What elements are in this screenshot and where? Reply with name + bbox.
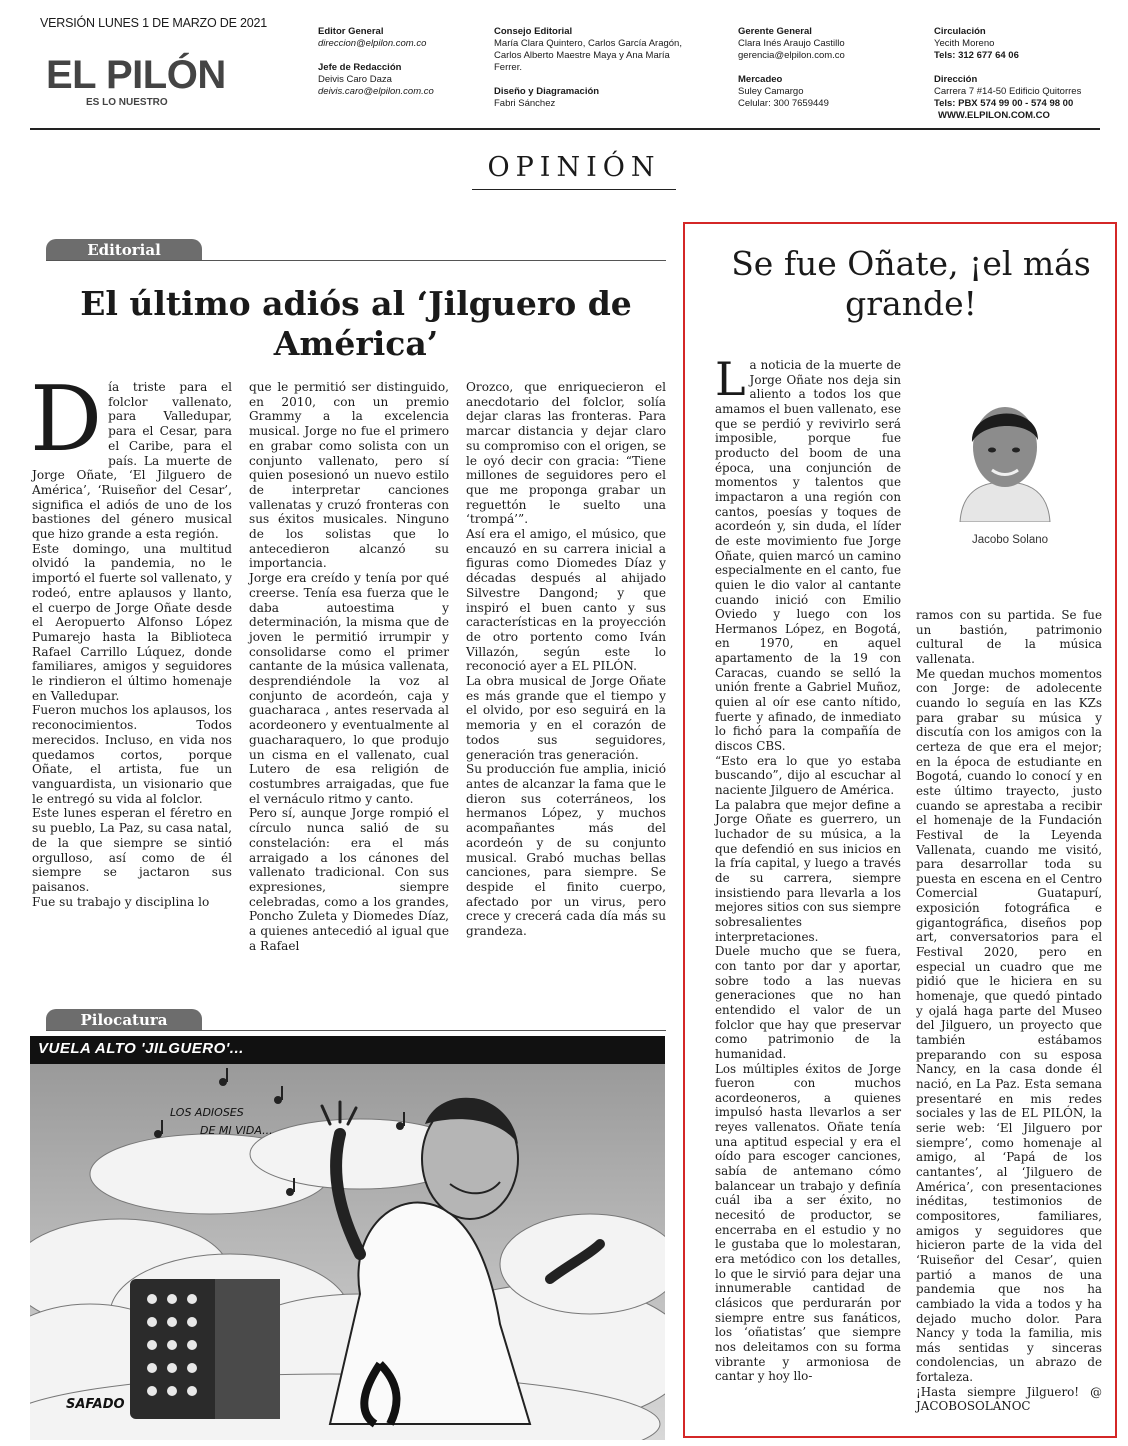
- editorial-paragraph: Pero sí, aunque Jorge rompió el círculo nunca salió de su constelación: era el más arraigado a los cánones del vallenato tradicional. Con sus expresiones, siempre celebradas, como a los grandes, Poncho Zuleta y Diomedes Díaz, a quienes antecedió al igual que a Rafael: [249, 806, 449, 953]
- cartoon-signature: SAFADO: [66, 1397, 125, 1412]
- editorial-paragraph: ía triste para el folclor vallenato, para Valledupar, para el Cesar, para el Caribe, para el país. La muerte de Jorge Oñate, ‘El Jilguero de América’, ‘Ruiseñor del Cesar’, significa el adiós de uno de los bastiones del género musical que hizo grande a esta región.: [32, 380, 232, 542]
- opinion-paragraph: a noticia de la muerte de Jorge Oñate nos deja sin aliento a todos los que amamos el buen vallenato, ese que se perdió y revivirlo será imposible, porque fue producto del boom de una época, una conjunción de momentos y talentos que impactaron a una región con cantos, poesías y toques de acordeón y, sin duda, el líder de este movimiento fue Jorge Oñate, quien marcó un camino especialmente en el canto, fue quien le dio valor al cantante cuando inició con Emilio Oviedo y luego con los Hermanos López, en Bogotá, en 1970, en aquel apartamento de la 19 con Caracas, cuando se selló la unión frente a Gabriel Muñoz, quien al oír ese canto nítido, fuerte y afinado, de inmediato lo fichó para la compañía de discos CBS.: [715, 358, 901, 754]
- author-name: Jacobo Solano: [971, 534, 1049, 546]
- editorial-paragraph: Jorge era creído y tenía por qué creerse. Tenía esa fuerza que le daba autoestima y determinación, la misma que de joven le permitió irrumpir y consolidarse como el primer cantante de la música vallenata, desprendiéndole la voz al conjunto de acordeón, caja y guacharaca , antes reservada al acordeonero y eventualmente al guacharaquero, lo que produjo un cisma en el vallenato, cual Lutero de esa religión de costumbres arraigadas, que fue el vernáculo ritmo y canto.: [249, 571, 449, 806]
- cartoon-illustration: [30, 1064, 665, 1440]
- editorial-headline: El último adiós al ‘Jilguero de América’: [80, 284, 632, 363]
- opinion-paragraph: “Esto era lo que yo estaba buscando”, dijo al escuchar al naciente Jilguero de América.: [715, 753, 901, 798]
- editorial-paragraph: Fueron muchos los aplausos, los reconocimientos. Todos merecidos. Incluso, en vida nos quedamos cortos, porque Oñate, el artista, fue un vanguardista, un visionario que le entregó su vida al folclor.: [32, 703, 232, 806]
- editorial-rule: [46, 260, 666, 261]
- opinion-column-2: [916, 608, 1102, 1414]
- editorial-paragraph: Este lunes esperan el féretro en su pueblo, La Paz, su casa natal, de la que siempre se sintió orgulloso, así como de él siempre se jactaron sus paisanos.: [32, 806, 232, 894]
- opinion-paragraph: La palabra que mejor define a Jorge Oñate es guerrero, un luchador de su música, a la que defendió en sus inicios en la fría capital, y luego a través de su carrera, siempre insistiendo para llevarla a los mejores sitios con sus siempre sobresalientes interpretaciones.: [715, 797, 901, 944]
- opinion-paragraph: Duele mucho que se fuera, con tanto por dar y aportar, sobre todo a las nuevas generaciones que no han entendido el valor de un folclor que hay que preservar como patrimonio de la humanidad.: [715, 944, 901, 1061]
- masthead-circulacion: Circulación Yecith Moreno Tels: 312 677 64 06: [934, 26, 1019, 61]
- pilocatura-tab: Pilocatura: [46, 1009, 202, 1031]
- editorial-paragraph: que le permitió ser distinguido, en 2010, con un premio Grammy a la excelencia musical. Jorge no fue el primero en grabar como solista con un conjunto vallenato, pero sí quien posesionó un nuevo estilo de interpretar canciones vallenatas y cruzó fronteras con sus éxitos musicales. Ninguno de los solistas que lo antecedieron alcanzó su importancia.: [249, 380, 449, 571]
- editorial-dropcap: D: [30, 367, 103, 472]
- opinion-paragraph: ¡Hasta siempre Jilguero! @ JACOBOSOLANOC: [916, 1384, 1102, 1414]
- opinion-headline: Se fue Oñate, ¡el más grande!: [731, 244, 1091, 323]
- opinion-dropcap: L: [715, 352, 746, 406]
- editorial-paragraph: Este domingo, una multitud olvidó la pandemia, no le importó el fuerte sol vallenato, y rodeó, entre aplausos y llanto, el cuerpo de Jorge Oñate desde el Aeropuerto Alfonso López Pumarejo hasta la Biblioteca Rafael Carrillo Lúquez, donde familiares, amigos y seguidores le rindieron el último homenaje en Valledupar.: [32, 541, 232, 703]
- masthead-consejo-editorial: Consejo Editorial María Clara Quintero, Carlos García Aragón, Carlos Alberto Maestre Maya y Ana María Ferrer.: [494, 26, 682, 73]
- editorial-paragraph: Así era el amigo, el músico, que encauzó en su carrera inicial a figuras como Diomedes Díaz y décadas después al ahijado Silvestre Dangond; y que inspiró el buen canto y sus características en la proyección de otro portento como Iván Villazón, según este lo reconoció ayer a EL PILÓN.: [466, 527, 666, 674]
- masthead-diseno: Diseño y Diagramación Fabri Sánchez: [494, 86, 600, 109]
- editorial-tab: Editorial: [46, 239, 202, 261]
- cartoon-accordion: [130, 1279, 280, 1419]
- editorial-paragraph: Orozco, que enriquecieron el anecdotario del folclor, solía dejar claras las fronteras. Para marcar distancia y dejar claro su compromiso con el origen, se le oyó decir con gracia: “Tiene millones de seguidores pero el que me proponga grabar un reguettón le suelto una ‘trompá’”.: [466, 380, 666, 527]
- editorial-column-2: [249, 380, 449, 953]
- masthead-editor-general: Editor General direccion@elpilon.com.co: [318, 26, 427, 49]
- cartoon-bubble-line2: DE MI VIDA...: [200, 1124, 273, 1137]
- section-title: OPINIÓN: [472, 152, 676, 190]
- masthead-jefe-redaccion: Jefe de Redacción Deivis Caro Daza deivis.caro@elpilon.com.co: [318, 62, 434, 97]
- masthead-direccion: Dirección Carrera 7 #14-50 Edificio Quitorres Tels: PBX 574 99 00 - 574 98 00 WWW.ELPILON.COM.CO: [934, 74, 1082, 121]
- editorial-paragraph: La obra musical de Jorge Oñate es más grande que el tiempo y el olvido, por eso seguirá en la memoria y en el corazón de todos sus seguidores, generación tras generación.: [466, 674, 666, 762]
- masthead-rule: [30, 128, 1100, 130]
- author-photo: [950, 392, 1060, 522]
- masthead-mercadeo: Mercadeo Suley Camargo Celular: 300 7659449: [738, 74, 829, 109]
- newspaper-tagline: ES LO NUESTRO: [86, 97, 168, 108]
- edition-date: VERSIÓN LUNES 1 DE MARZO DE 2021: [40, 16, 268, 30]
- opinion-column-1: [715, 352, 901, 1384]
- editorial-column-3: [466, 380, 666, 939]
- masthead-gerente: Gerente General Clara Inés Araujo Castillo gerencia@elpilon.com.co: [738, 26, 845, 61]
- opinion-paragraph: Me quedan muchos momentos con Jorge: de adolecente cuando lo seguía en las KZs para grabar su música y discutía con los amigos con la certeza de que era el mejor; en la época de estudiante en Bogotá, cuando lo conocí y en este último trayecto, justo cuando se aprestaba a recibir el homenaje de la Fundación Festival de la Leyenda Vallenata, cuando me visitó, para desarrollar toda su puesta en escena en el Centro Comercial Guatapurí, exposición fotográfica e gigantográfica, diseños pop art, conversatorios para el Festival 2020, pero en especial un cuadro que me pidió que le hiciera en su homenaje, que quedó pintado y ojalá haga parte del Museo del Jilguero, un proyecto que también estábamos preparando con su esposa Nancy, en la casa donde él nació, en La Paz. Esta semana presentaré en mis redes sociales y las de EL PILÓN, la serie web: ‘El Jilguero por siempre’, como homenaje al amigo, al ‘Papá de los cantantes’, al ‘Jilguero de América’, con presentaciones inéditas, testimonios de compositores, familiares, amigos y seguidores que hicieron parte de la vida del ‘Ruiseñor del Cesar’, quien partió a manos de una pandemia que nos ha cambiado la vida a todos y ha dejado mucho dolor. Para Nancy y toda la familia, mis más sentidas y sinceras condolencias, un abrazo de fortaleza.: [916, 666, 1102, 1385]
- opinion-paragraph: Los múltiples éxitos de Jorge fueron con muchos acordeoneros, a quienes impulsó hasta llevarlos a ser reyes vallenatos. Oñate tenía una aptitud especial y era el oído para escoger canciones, sabía de antemano cómo balancear un trabajo y definía cuál iba a ser éxito, no necesitó de productor, se encerraba en el estudio y no le gustaba que lo molestaran, era metódico con los detalles, lo que le sirvió para dejar una innumerable cantidad de clásicos que perdurarán por siempre entre sus fanáticos, los ‘oñatistas’ que siempre nos deleitamos con su forma vibrante y armoniosa de cantar y hoy llo-: [715, 1061, 901, 1384]
- editorial-column-1: [30, 367, 232, 909]
- editorial-paragraph: Fue su trabajo y disciplina lo: [32, 894, 210, 909]
- cartoon-title: VUELA ALTO 'JILGUERO'...: [38, 1040, 244, 1057]
- opinion-paragraph: ramos con su partida. Se fue un bastión, patrimonio cultural de la música vallenata.: [916, 608, 1102, 666]
- editorial-paragraph: Su producción fue amplia, inició antes de alcanzar la fama que le dieron sus coterráneos, los hermanos López, y muchos acompañantes más del acordeón y de su conjunto musical. Grabó muchas bellas canciones, para siempre. Se despide el finito cuerpo, afectado por un virus, pero crece y crecerá cada día más su grandeza.: [466, 762, 666, 939]
- cartoon-bubble-line1: LOS ADIOSES: [170, 1106, 244, 1119]
- newspaper-logo: EL PILÓN: [46, 53, 226, 97]
- pilocatura-rule: [46, 1030, 666, 1031]
